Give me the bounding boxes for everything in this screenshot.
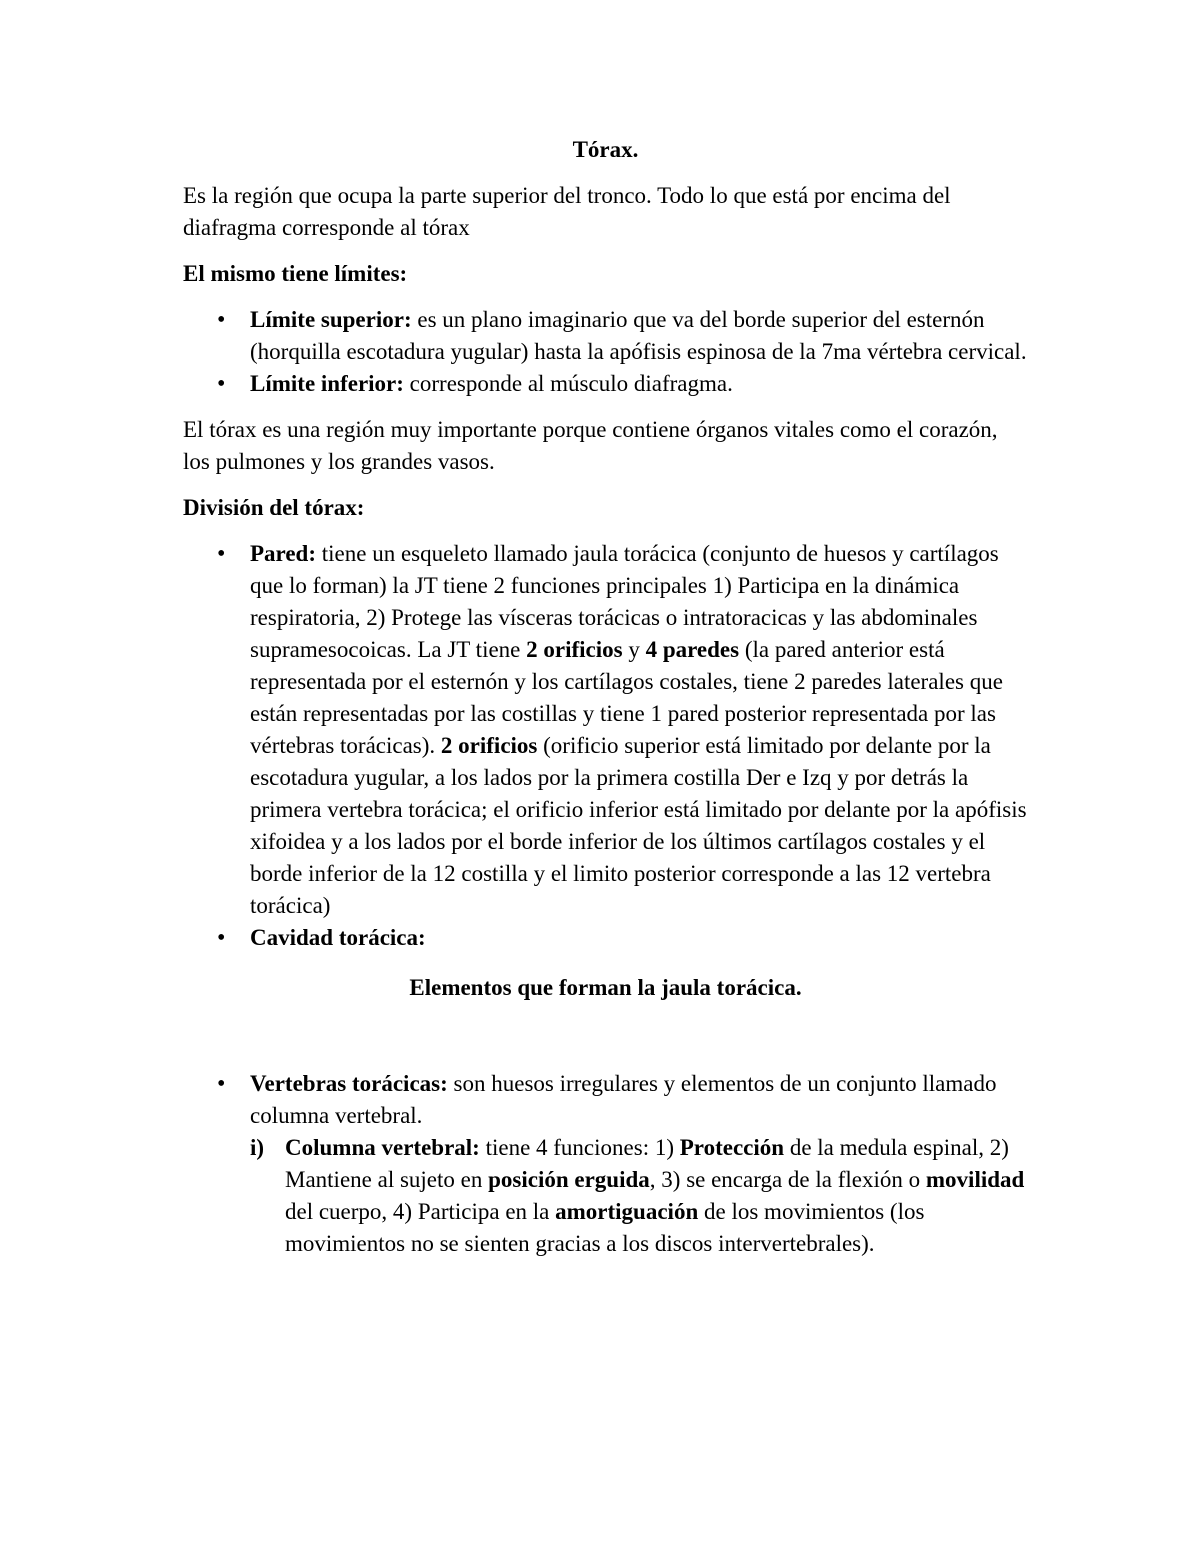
pared-text-3: (la pared anterior está representada por el esternón y los cartílagos costales, tiene 2 paredes laterales que están representadas por las costillas y tiene 1 pared posterior representada por las vértebras torácicas).	[250, 637, 1003, 758]
cavidad-item	[183, 922, 1028, 954]
pared-label: Pared:	[250, 541, 317, 566]
limit-inferior-text: corresponde al músculo diafragma.	[403, 371, 733, 396]
limit-inferior-item	[183, 368, 1028, 400]
document-title: Tórax.	[572, 137, 639, 162]
elements-heading: Elementos que forman la jaula torácica.	[409, 975, 802, 1000]
columna-text-1: tiene 4 funciones: 1)	[479, 1135, 680, 1160]
vertebras-item	[183, 1068, 1028, 1260]
importance-paragraph: El tórax es una región muy importante porque contiene órganos vitales como el corazón, los pulmones y los grandes vasos.	[183, 417, 998, 474]
columna-bold-3: movilidad	[925, 1167, 1025, 1192]
columna-text-3: , 3) se encarga de la flexión o	[649, 1167, 926, 1192]
vertebras-text: son huesos irregulares y elementos de un conjunto llamado columna vertebral.	[250, 1071, 997, 1128]
pared-text-2: y	[622, 637, 646, 662]
limit-superior-text: es un plano imaginario que va del borde superior del esternón (horquilla escotadura yugular) hasta la apófisis espinosa de la 7ma vértebra cervical.	[250, 307, 1027, 364]
columna-marker: i)	[250, 1135, 265, 1160]
cavidad-label: Cavidad torácica:	[250, 925, 426, 950]
vertebras-label: Vertebras torácicas:	[250, 1071, 448, 1096]
columna-bold-2: posición erguida	[488, 1167, 650, 1192]
limit-superior-item	[183, 304, 1028, 368]
limit-inferior-label: Límite inferior:	[250, 371, 404, 396]
columna-item	[250, 1132, 1028, 1260]
columna-label: Columna vertebral:	[285, 1135, 480, 1160]
columna-text-2: de la medula espinal, 2) Mantiene al sujeto en	[285, 1135, 1009, 1192]
limits-heading: El mismo tiene límites:	[183, 261, 408, 286]
pared-bold-3: 2 orificios	[440, 733, 538, 758]
pared-bold-2: 4 paredes	[645, 637, 740, 662]
columna-text-5: de los movimientos (los movimientos no se sienten gracias a los discos intervertebrales).	[285, 1199, 925, 1256]
pared-text-4: (orificio superior está limitado por delante por la escotadura yugular, a los lados por la primera costilla Der e Izq y por detrás la primera vertebra torácica; el orificio inferior está limitado por delante por la apófisis xifoidea y a los lados por el borde inferior de los últimos cartílagos costales y el borde inferior de la 12 costilla y el limito posterior corresponde a las 12 vertebra torácica)	[250, 733, 1027, 918]
pared-bold-1: 2 orificios	[526, 637, 623, 662]
columna-bold-1: Protección	[679, 1135, 785, 1160]
pared-text-1: tiene un esqueleto llamado jaula torácica (conjunto de huesos y cartílagos que lo forman) la JT tiene 2 funciones principales 1) Participa en la dinámica respiratoria, 2) Protege las vísceras torácicas o intratoracicas y las abdominales supramesocoicas. La JT tiene	[250, 541, 999, 662]
intro-paragraph: Es la región que ocupa la parte superior del tronco. Todo lo que está por encima del diafragma corresponde al tórax	[183, 183, 951, 240]
pared-item	[183, 538, 1028, 922]
vertebras-list	[183, 1068, 1028, 1260]
columna-bold-4: amortiguación	[555, 1199, 699, 1224]
division-heading: División del tórax:	[183, 495, 365, 520]
limit-superior-label: Límite superior:	[250, 307, 412, 332]
columna-text-4: del cuerpo, 4) Participa en la	[285, 1199, 556, 1224]
document-page	[183, 134, 1028, 1274]
limits-list	[183, 304, 1028, 400]
division-list	[183, 538, 1028, 954]
